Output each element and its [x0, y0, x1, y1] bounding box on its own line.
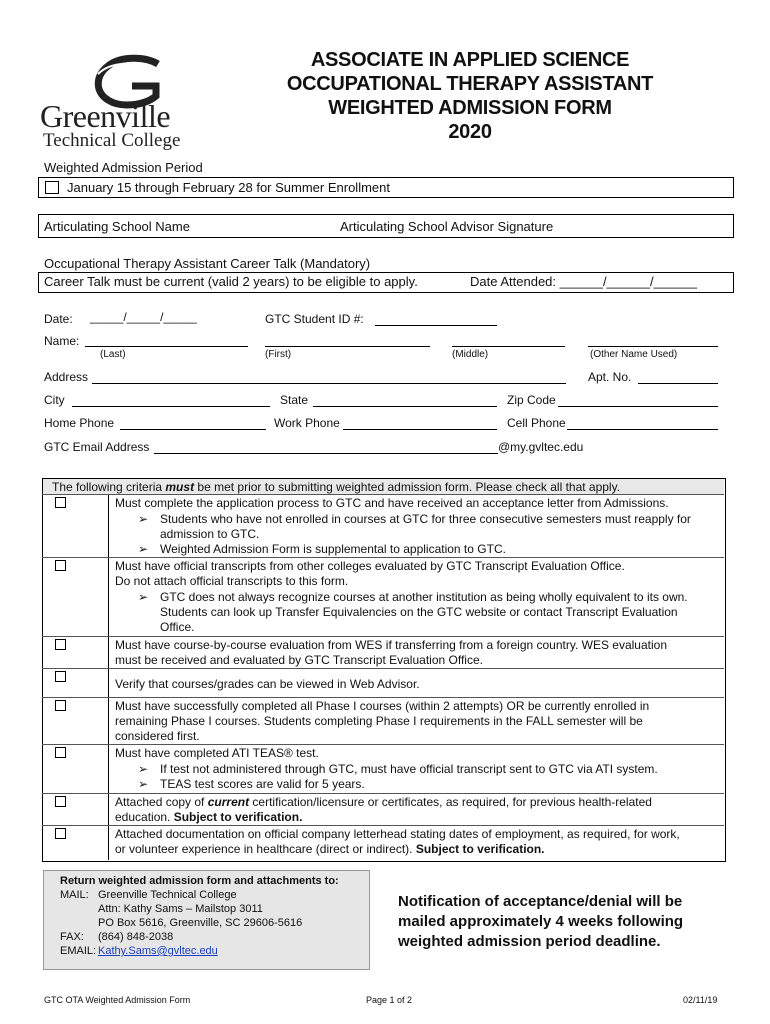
criteria-checkbox-3[interactable]: [55, 639, 66, 650]
admission-period-label: Weighted Admission Period: [44, 160, 203, 175]
city-label: City: [44, 393, 65, 407]
criteria-row-7: [42, 793, 724, 794]
criteria-checkbox-4[interactable]: [55, 671, 66, 682]
state-label: State: [280, 393, 309, 407]
date-attended-field[interactable]: Date Attended: ______/______/______: [470, 274, 697, 289]
work-phone-label: Work Phone: [274, 416, 340, 430]
logo-wordmark: Greenville: [40, 98, 171, 134]
criteria-3-text: Must have course-by-course evaluation from WES if transferring from a foreign country. WES evaluation: [115, 638, 668, 652]
criteria-5-text-3: considered first.: [115, 729, 200, 743]
articulating-school-name-label: Articulating School Name: [44, 219, 190, 234]
criteria-8-text2-pre: or volunteer experience in healthcare (direct or indirect).: [115, 842, 416, 856]
criteria-5-text-2: remaining Phase I courses. Students completing Phase I requirements in the FALL semester will be: [115, 714, 643, 728]
criteria-7-text: [115, 795, 720, 810]
student-id-label: GTC Student ID #:: [265, 312, 364, 326]
criteria-1-text: Must complete the application process to GTC and have received an acceptance letter from Admissions.: [115, 496, 669, 510]
criteria-checkbox-2[interactable]: [55, 560, 66, 571]
address-label: Address: [44, 370, 89, 384]
date-label: Date:: [44, 312, 73, 326]
footer-date: 02/11/19: [683, 995, 718, 1005]
criteria-checkbox-8[interactable]: [55, 828, 66, 839]
logo-subtitle: Technical College: [43, 130, 181, 151]
form-title: [270, 48, 670, 144]
criteria-header-post: be met prior to submitting weighted admission form. Please check all that apply.: [194, 480, 621, 494]
mail-line-1: Greenville Technical College: [98, 889, 237, 901]
zip-field[interactable]: [558, 406, 718, 407]
criteria-8-text: Attached documentation on official company letterhead stating dates of employment, as required, for work,: [115, 827, 680, 841]
criteria-2-bullet-1: GTC does not always recognize courses at another institution as being wholly equivalent to its own.: [160, 590, 688, 604]
state-field[interactable]: [313, 406, 497, 407]
criteria-row-1: [42, 494, 724, 495]
apt-label: Apt. No.: [588, 370, 632, 384]
criteria-column-divider: [108, 494, 109, 860]
apt-field[interactable]: [638, 383, 718, 384]
criteria-checkbox-6[interactable]: [55, 747, 66, 758]
notification-line-3: weighted admission period deadline.: [398, 933, 661, 950]
title-line-4: 2020: [448, 121, 492, 143]
footer-page: Page 1 of 2: [366, 995, 413, 1005]
criteria-4-text: Verify that courses/grades can be viewed in Web Advisor.: [115, 677, 420, 691]
criteria-7-text-pre: Attached copy of: [115, 795, 208, 809]
admission-period-option: January 15 through February 28 for Summer Enrollment: [67, 180, 390, 195]
criteria-6-text: Must have completed ATI TEAS® test.: [115, 746, 319, 760]
home-phone-field[interactable]: [120, 429, 266, 430]
middle-name-caption: (Middle): [452, 349, 489, 360]
city-field[interactable]: [72, 406, 270, 407]
criteria-7-verification: Subject to verification.: [173, 810, 303, 824]
criteria-2-bullet-1c: Office.: [160, 620, 195, 634]
title-line-3: WEIGHTED ADMISSION FORM: [328, 97, 612, 119]
criteria-7-text2-pre: education.: [115, 810, 174, 824]
criteria-7-text-2: [115, 810, 720, 825]
address-field[interactable]: [92, 383, 566, 384]
other-name-field[interactable]: [588, 346, 718, 347]
mail-label: MAIL:: [60, 889, 89, 901]
criteria-row-4: [42, 668, 724, 669]
gtc-email-field[interactable]: [154, 453, 498, 454]
criteria-checkbox-7[interactable]: [55, 796, 66, 807]
mail-line-3: PO Box 5616, Greenville, SC 29606-5616: [98, 917, 303, 929]
criteria-checkbox-1[interactable]: [55, 497, 66, 508]
cell-phone-label: Cell Phone: [507, 416, 566, 430]
title-line-1: ASSOCIATE IN APPLIED SCIENCE: [310, 49, 630, 71]
arrow-bullet-icon: ➢: [138, 590, 149, 604]
criteria-header-pre: The following criteria: [52, 480, 166, 494]
career-talk-label: Occupational Therapy Assistant Career Talk (Mandatory): [44, 256, 371, 271]
career-talk-requirement: Career Talk must be current (valid 2 years) to be eligible to apply.: [44, 274, 418, 289]
criteria-row-2: [42, 557, 724, 558]
arrow-bullet-icon: ➢: [138, 542, 149, 556]
criteria-3-text-2: must be received and evaluated by GTC Transcript Evaluation Office.: [115, 653, 483, 667]
work-phone-field[interactable]: [343, 429, 497, 430]
return-heading: Return weighted admission form and attachments to:: [60, 875, 339, 887]
criteria-1-bullet-1: Students who have not enrolled in courses at GTC for three consecutive semesters must reapply for: [160, 512, 691, 526]
criteria-8-verification: Subject to verification.: [415, 842, 545, 856]
criteria-1-bullet-1b: admission to GTC.: [160, 527, 260, 541]
criteria-2-text: Must have official transcripts from other colleges evaluated by GTC Transcript Evaluation Office.: [115, 559, 625, 573]
criteria-2-text-2: Do not attach official transcripts to this form.: [115, 574, 349, 588]
criteria-5-text: Must have successfully completed all Phase I courses (within 2 attempts) OR be currently enrolled in: [115, 699, 650, 713]
criteria-row-5: [42, 697, 724, 698]
first-name-field[interactable]: [265, 346, 430, 347]
arrow-bullet-icon: ➢: [138, 777, 149, 791]
footer-left: GTC OTA Weighted Admission Form: [44, 995, 191, 1005]
last-name-field[interactable]: [85, 346, 248, 347]
arrow-bullet-icon: ➢: [138, 762, 149, 776]
date-field[interactable]: _____/_____/_____: [90, 310, 197, 324]
mail-line-2: Attn: Kathy Sams – Mailstop 3011: [98, 903, 263, 915]
home-phone-label: Home Phone: [44, 416, 115, 430]
criteria-row-8: [42, 825, 724, 826]
first-name-caption: (First): [265, 349, 292, 360]
criteria-row-3: [42, 636, 724, 637]
title-line-2: OCCUPATIONAL THERAPY ASSISTANT: [286, 73, 654, 95]
fax-number: (864) 848-2038: [98, 931, 174, 943]
name-label: Name:: [44, 334, 80, 348]
gtc-email-label: GTC Email Address: [44, 440, 150, 454]
email-link[interactable]: Kathy.Sams@gvltec.edu: [98, 945, 218, 957]
criteria-header-must: must: [165, 480, 195, 494]
fax-label: FAX:: [60, 931, 84, 943]
criteria-7-text-post: certification/licensure or certificates, as required, for previous health-related: [249, 795, 652, 809]
notification-line-2: mailed approximately 4 weeks following: [398, 913, 684, 930]
cell-phone-field[interactable]: [567, 429, 718, 430]
admission-period-checkbox[interactable]: [45, 181, 59, 194]
gtc-email-domain: @my.gvltec.edu: [498, 440, 584, 454]
criteria-header-text: [52, 480, 620, 494]
student-id-field[interactable]: [375, 325, 497, 326]
criteria-checkbox-5[interactable]: [55, 700, 66, 711]
zip-label: Zip Code: [507, 393, 556, 407]
criteria-8-text-2: [115, 842, 720, 857]
criteria-6-bullet-2: TEAS test scores are valid for 5 years.: [160, 777, 365, 791]
articulating-advisor-signature-label: Articulating School Advisor Signature: [340, 219, 554, 234]
notification-line-1: Notification of acceptance/denial will be: [398, 893, 683, 910]
criteria-1-bullet-2: Weighted Admission Form is supplemental to application to GTC.: [160, 542, 506, 556]
criteria-row-6: [42, 744, 724, 745]
criteria-2-bullet-1b: Students can look up Transfer Equivalencies on the GTC website or contact Transcript Evaluation: [160, 605, 678, 619]
arrow-bullet-icon: ➢: [138, 512, 149, 526]
criteria-6-bullet-1: If test not administered through GTC, must have official transcript sent to GTC via ATI system.: [160, 762, 658, 776]
last-name-caption: (Last): [100, 349, 126, 360]
criteria-7-text-em: current: [207, 795, 250, 809]
middle-name-field[interactable]: [452, 346, 565, 347]
notification-text: [398, 892, 683, 952]
email-label: EMAIL:: [60, 945, 97, 957]
logo: [40, 52, 215, 151]
other-name-caption: (Other Name Used): [590, 349, 678, 360]
